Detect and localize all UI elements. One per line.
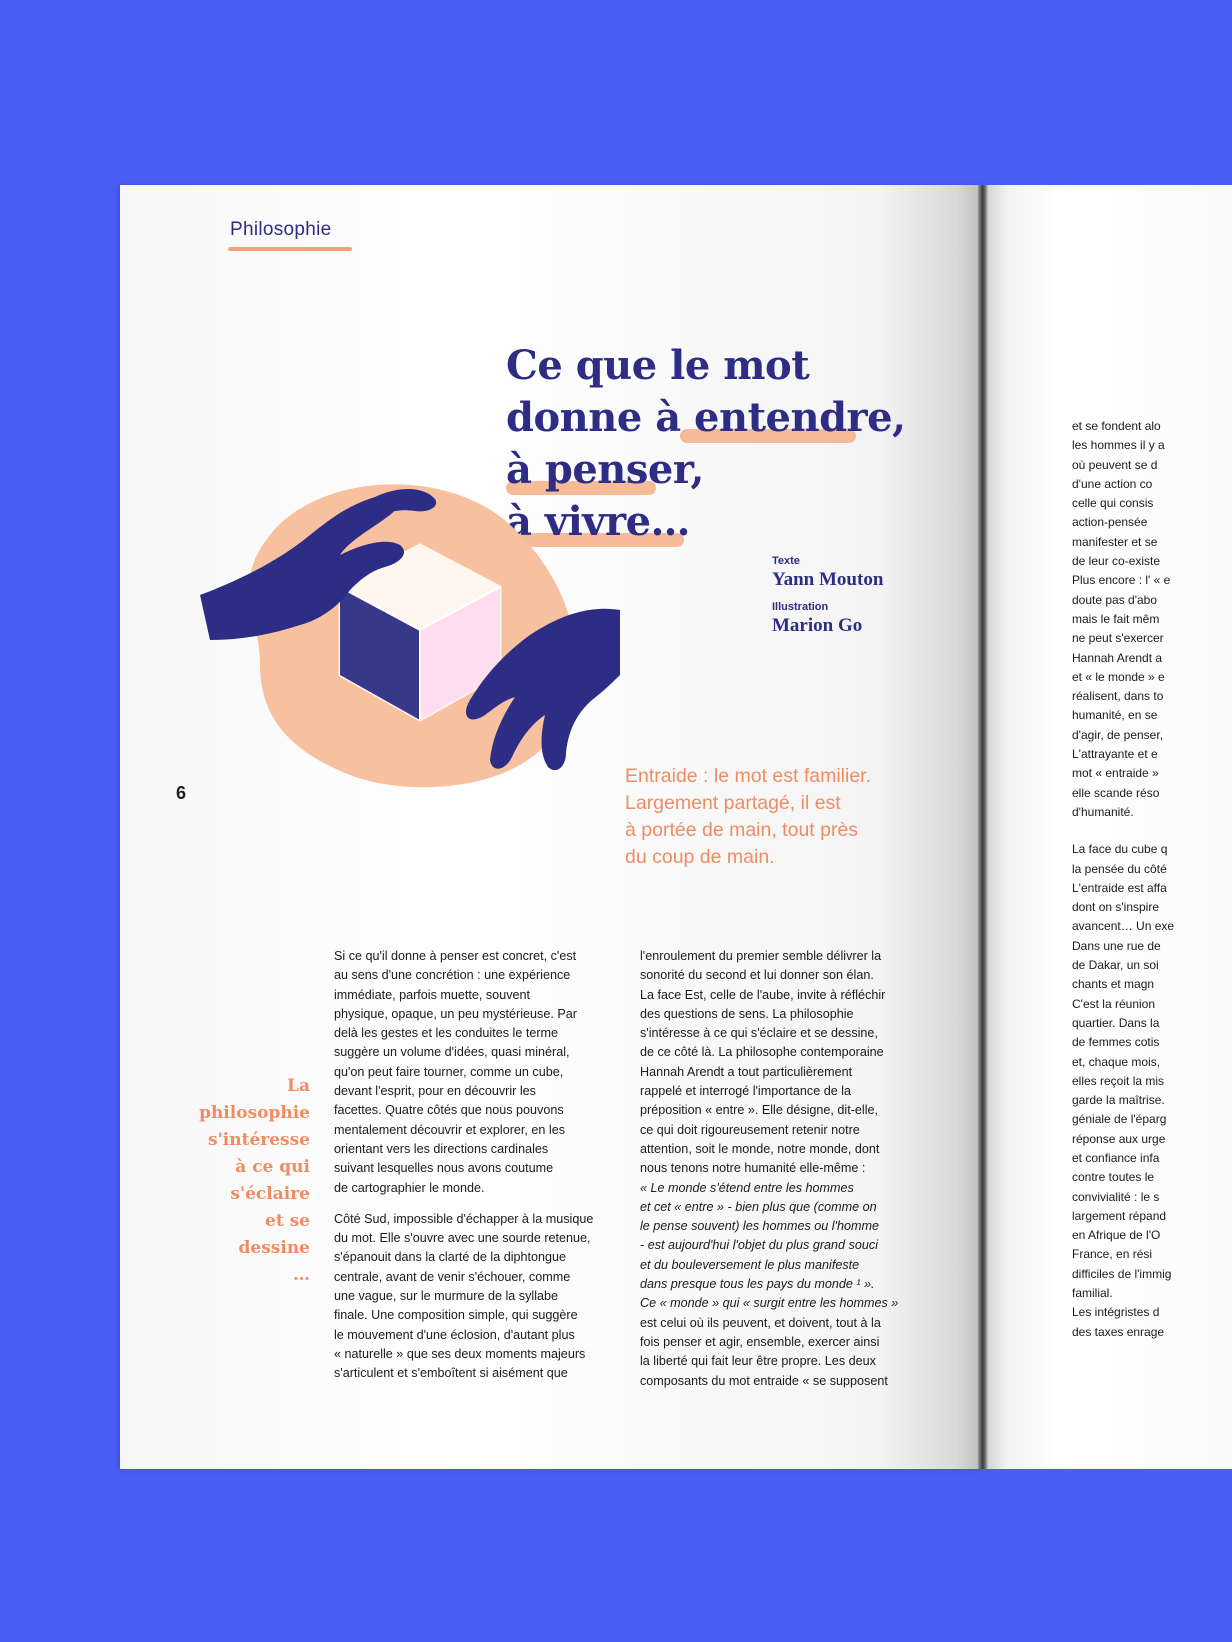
credit-text-author: Yann Mouton xyxy=(772,569,884,590)
body-line: et se fondent alo xyxy=(1072,419,1161,433)
body-line: Dans une rue de xyxy=(1072,938,1161,953)
body-line: composants du mot entraide « se supposent xyxy=(640,1373,888,1388)
pullquote-line: s'éclaire xyxy=(230,1184,310,1204)
body-line: géniale de l'éparg xyxy=(1072,1112,1167,1127)
magazine-spread xyxy=(120,185,1232,1469)
pullquote-line: philosophie xyxy=(199,1103,310,1123)
body-line: réponse aux urge xyxy=(1072,1131,1166,1146)
body-line: d'une action co xyxy=(1072,476,1153,491)
right-page xyxy=(988,185,1232,1469)
body-line: mentalement découvrir et explorer, en les xyxy=(334,1122,566,1137)
body-line: de leur co-existe xyxy=(1072,554,1161,569)
body-line: préposition « entre ». Elle désigne, dit-elle, xyxy=(640,1103,879,1118)
body-line: Plus encore : l' « e xyxy=(1072,573,1171,588)
body-line: et confiance infa xyxy=(1072,1150,1160,1165)
body-line: une vague, sur le murmure de la syllabe xyxy=(334,1289,559,1304)
body-line: le mouvement d'une éclosion, d'autant plus xyxy=(334,1327,575,1342)
body-line: suivant lesquelles nous avons coutume xyxy=(334,1161,554,1176)
pullquote xyxy=(180,1073,310,1289)
body-line: fois penser et agir, ensemble, exercer ainsi xyxy=(640,1334,880,1349)
body-line: en Afrique de l'O xyxy=(1072,1228,1161,1243)
body-line: France, en rési xyxy=(1072,1247,1153,1262)
pullquote-line: La xyxy=(287,1076,310,1096)
body-line: devant l'esprit, pour en découvrir les xyxy=(334,1084,536,1099)
headline-line: donne à entendre, xyxy=(506,394,906,441)
body-line: chants et magn xyxy=(1072,977,1155,992)
body-line: physique, opaque, un peu mystérieuse. Par xyxy=(334,1006,577,1021)
pullquote-line: dessine xyxy=(238,1238,310,1258)
body-line: le pense souvent) les hommes ou l'homme xyxy=(640,1219,880,1234)
pullquote-line: à ce qui xyxy=(235,1157,310,1177)
body-line: suggère un volume d'idées, quasi minéral, xyxy=(334,1045,570,1060)
body-line: dans presque tous les pays du monde ¹ ». xyxy=(640,1277,875,1292)
body-line: Ce « monde » qui « surgit entre les hommes » xyxy=(640,1296,899,1311)
body-line: « naturelle » que ses deux moments majeurs xyxy=(334,1346,586,1361)
body-line: action-pensée xyxy=(1072,515,1148,530)
credits xyxy=(772,555,883,647)
pullquote-line: s'intéresse xyxy=(208,1130,310,1150)
body-line: ne peut s'exercer xyxy=(1072,631,1164,646)
lede-line: Entraide : le mot est familier. xyxy=(625,765,872,787)
body-line: avancent… Un exe xyxy=(1072,919,1175,934)
body-line: la liberté qui fait leur être propre. Les deux xyxy=(640,1354,876,1369)
body-line: elles reçoit la mis xyxy=(1072,1073,1165,1088)
body-line: difficiles de l'immig xyxy=(1072,1266,1172,1281)
body-line: convivialité : le s xyxy=(1072,1189,1160,1204)
body-line: et cet « entre » - bien plus que (comme on xyxy=(640,1199,877,1214)
body-line: où peuvent se d xyxy=(1072,457,1158,472)
credit-text-label: Texte xyxy=(772,555,800,567)
left-page xyxy=(120,185,982,1469)
body-line: La face Est, celle de l'aube, invite à réfléchir xyxy=(640,987,886,1002)
body-line: sonorité du second et lui donner son élan. xyxy=(640,968,874,983)
body-line: la pensée du côté xyxy=(1072,861,1167,876)
pullquote-line: et se xyxy=(265,1211,310,1231)
paragraph-gap xyxy=(1072,822,1232,840)
spine-gutter xyxy=(978,185,988,1469)
headline-line: à vivre… xyxy=(506,498,691,545)
pullquote-line: … xyxy=(293,1265,310,1285)
body-line: de cartographier le monde. xyxy=(334,1180,485,1195)
body-line: des taxes enrage xyxy=(1072,1324,1165,1339)
body-line: delà les gestes et les conduites le terme xyxy=(334,1026,559,1041)
page-number: 6 xyxy=(176,783,187,803)
body-line: du mot. Elle s'ouvre avec une sourde retenue, xyxy=(334,1231,591,1246)
body-line: l'enroulement du premier semble délivrer la xyxy=(640,949,882,963)
body-line: et « le monde » e xyxy=(1072,669,1165,684)
body-line: quartier. Dans la xyxy=(1072,1015,1160,1030)
lede xyxy=(625,763,915,871)
body-line: s'intéresse à ce qui s'éclaire et se dessine, xyxy=(640,1026,878,1041)
body-column-2 xyxy=(640,947,912,1391)
body-line: réalisent, dans to xyxy=(1072,689,1164,704)
headline-line: Ce que le mot xyxy=(506,342,810,389)
body-line: ce qui doit rigoureusement retenir notre xyxy=(640,1122,860,1137)
body-line: de femmes cotis xyxy=(1072,1035,1160,1050)
lede-line: Largement partagé, il est xyxy=(625,792,841,814)
headline-line: à penser, xyxy=(506,446,704,493)
right-page-column xyxy=(1072,417,1232,1342)
credit-illustration-author: Marion Go xyxy=(772,615,863,636)
body-line: humanité, en se xyxy=(1072,708,1158,723)
body-line: de ce côté là. La philosophe contemporaine xyxy=(640,1045,884,1060)
body-line: nous tenons notre humanité elle-même : xyxy=(640,1161,866,1176)
section-underline xyxy=(228,247,352,251)
lede-line: du coup de main. xyxy=(625,846,775,868)
body-line: qu'on peut faire tourner, comme un cube, xyxy=(334,1064,564,1079)
body-line: au sens d'une concrétion : une expérience xyxy=(334,968,571,983)
body-line: L'attrayante et e xyxy=(1072,747,1158,762)
body-line: rappelé et interrogé l'importance de la xyxy=(640,1084,852,1099)
section-label: Philosophie xyxy=(230,219,332,240)
paragraph-gap xyxy=(334,1198,606,1210)
body-line: Côté Sud, impossible d'échapper à la musique xyxy=(334,1211,594,1226)
body-line: des questions de sens. La philosophie xyxy=(640,1006,854,1021)
body-line: et du bouleversement le plus manifeste xyxy=(640,1257,860,1272)
body-line: de Dakar, un soi xyxy=(1072,958,1159,973)
body-line: d'humanité. xyxy=(1072,804,1134,819)
body-line: facettes. Quatre côtés que nous pouvons xyxy=(334,1103,564,1118)
body-line: La face du cube q xyxy=(1072,842,1168,857)
body-line: les hommes il y a xyxy=(1072,438,1165,453)
body-line: elle scande réso xyxy=(1072,785,1160,800)
body-line: manifester et se xyxy=(1072,534,1158,549)
body-line: C'est la réunion xyxy=(1072,996,1156,1011)
body-column-1 xyxy=(334,947,606,1384)
body-line: contre toutes le xyxy=(1072,1170,1155,1185)
body-line: - est aujourd'hui l'objet du plus grand souci xyxy=(640,1238,878,1253)
body-line: Les intégristes d xyxy=(1072,1305,1160,1320)
lede-line: à portée de main, tout près xyxy=(625,819,859,841)
body-line: est celui où ils peuvent, et doivent, tout à la xyxy=(640,1315,881,1330)
hands-cube-illustration xyxy=(200,475,620,805)
body-line: mot « entraide » xyxy=(1072,766,1159,781)
body-line: familial. xyxy=(1072,1286,1113,1301)
body-line: celle qui consis xyxy=(1072,496,1154,511)
body-line: doute pas d'abo xyxy=(1072,592,1158,607)
body-line: Hannah Arendt a xyxy=(1072,650,1163,665)
body-line: Si ce qu'il donne à penser est concret, c'est xyxy=(334,949,577,963)
credit-illustration-label: Illustration xyxy=(772,601,829,613)
body-line: s'articulent et s'emboîtent si aisément que xyxy=(334,1366,568,1381)
body-line: largement répand xyxy=(1072,1208,1167,1223)
body-line: finale. Une composition simple, qui suggère xyxy=(334,1308,578,1323)
body-line: garde la maîtrise. xyxy=(1072,1093,1165,1108)
body-line: centrale, avant de venir s'échouer, comme xyxy=(334,1269,571,1284)
body-line: « Le monde s'étend entre les hommes xyxy=(640,1180,854,1195)
body-line: d'agir, de penser, xyxy=(1072,727,1164,742)
body-line: attention, soit le monde, notre monde, dont xyxy=(640,1141,880,1156)
body-line: L'entraide est affa xyxy=(1072,880,1167,895)
body-line: et, chaque mois, xyxy=(1072,1054,1161,1069)
body-line: dont on s'inspire xyxy=(1072,900,1160,915)
body-line: s'épanouit dans la clarté de la diphtongue xyxy=(334,1250,567,1265)
body-line: orientant vers les directions cardinales xyxy=(334,1141,549,1156)
body-line: Hannah Arendt a tout particulièrement xyxy=(640,1064,853,1079)
body-line: mais le fait mêm xyxy=(1072,611,1160,626)
body-line: immédiate, parfois muette, souvent xyxy=(334,987,530,1002)
